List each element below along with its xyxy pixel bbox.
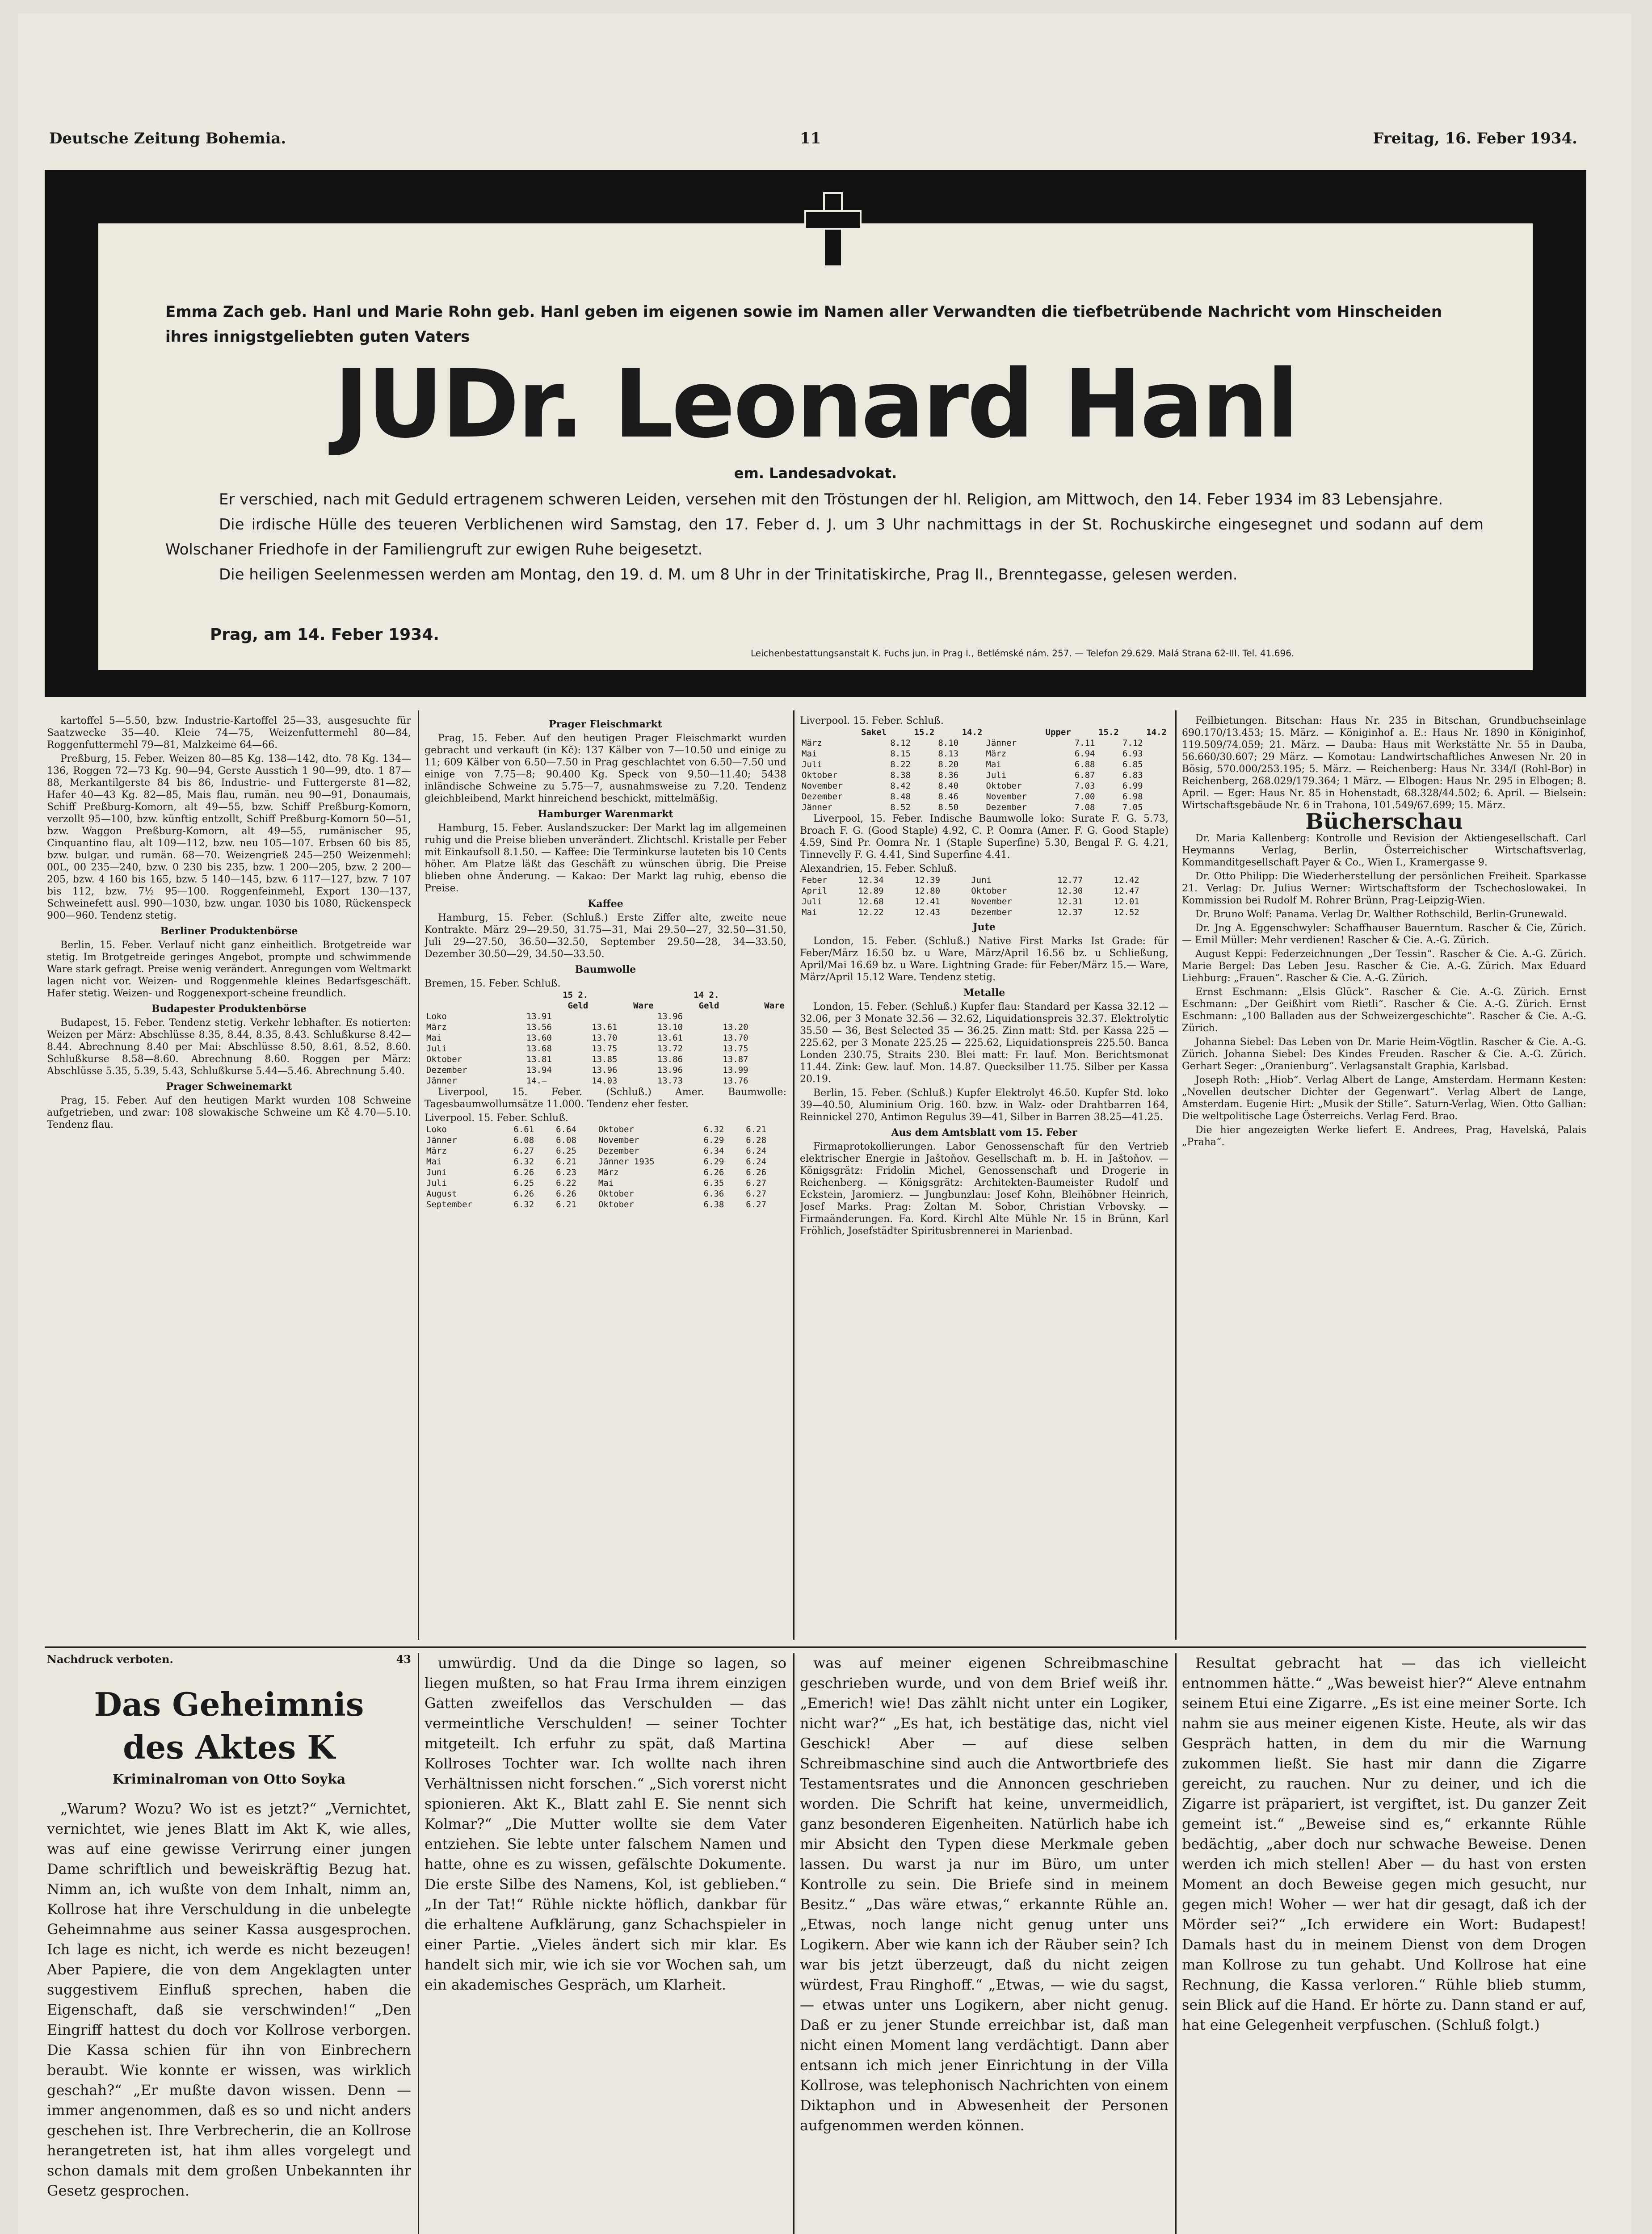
column-rule xyxy=(793,710,794,1640)
table-cell: 13.86 xyxy=(657,1054,683,1064)
table-cell: 6.29 xyxy=(703,1135,724,1145)
table-cell: 14.03 xyxy=(592,1076,618,1086)
table-cell: 8.46 xyxy=(938,792,959,802)
table-cell: 7.00 xyxy=(1074,792,1095,802)
table-cell: 13.96 xyxy=(657,1065,683,1075)
obituary-body xyxy=(98,223,1533,670)
table-cell: 13.99 xyxy=(723,1065,748,1075)
table-cell: 13.85 xyxy=(592,1054,618,1064)
table-cell: 12.52 xyxy=(1114,907,1139,917)
obituary-text xyxy=(165,487,1484,587)
column-rule xyxy=(418,1653,419,2234)
table-cell: 6.26 xyxy=(513,1189,534,1199)
table-cell: März xyxy=(598,1167,619,1177)
table-cell: 13.61 xyxy=(592,1022,618,1032)
table-row xyxy=(425,1135,786,1146)
table-row xyxy=(800,759,1169,770)
table-cell: 6.23 xyxy=(556,1167,576,1177)
table-cell: 13.94 xyxy=(526,1065,552,1075)
table-cell: 6.08 xyxy=(556,1135,576,1145)
table-cell: 6.26 xyxy=(746,1167,767,1177)
section-rule xyxy=(45,1646,1586,1648)
table-caption: Bremen, 15. Feber. Schluß. xyxy=(425,978,561,989)
table-cell: 13.75 xyxy=(592,1044,618,1054)
table-cell: 7.08 xyxy=(1074,802,1095,812)
table-cell: Oktober xyxy=(598,1200,634,1209)
table-cell: 13.72 xyxy=(657,1044,683,1054)
obituary-intro: Emma Zach geb. Hanl und Marie Rohn geb. Hanl geben im eigenen sowie im Namen aller Verwandten die tiefbetrübende Nachricht vom Hinscheiden ihres innigstgeliebten guten Vaters xyxy=(165,303,1442,346)
serial-text: was auf meiner eigenen Schreibmaschine geschrieben wurde, und von dem Brief weiß ihr. „Emerich! wie! Das zählt nicht unter ein Logiker, nicht war?“ „Es hat, ich bestätige das, nicht viel Geschick! Aber — auf diese selben Schreibmaschine sind auch die Antwortbriefe des Testamentsrates und die Annoncen geschrieben worden. Die Schrift hat keine, unvermeidlich, ganz besonderen Eigenheiten. Natürlich habe ich mir Absicht den Typen diese Merkmale geben lassen. Du warst ja nur im Büro, um unter Kontrolle zu sein. Die Briefe sind in meinem Besitz.“ „Das wäre etwas,“ erkannte Rühle an. „Etwas, noch lange nicht genug unter uns Logikern. Aber wie kann ich der Räuber sein? Ich war bis jetzt überzeugt, daß du nicht zeigen würdest, Frau Ringhoff.“ „Etwas, — wie du sagst, — etwas unter uns Logikern, aber nicht genug. Daß er zu jener Stunde erreichbar ist, daß man nicht einen Moment lang verdächtigt. Dann aber entsann ich mich jener Einrichtung in der Villa Kollrose, was telephonisch Nachrichten von einem Diktaphon und in Abwesenheit der Personen aufgenommen werden können. xyxy=(800,1655,1169,2134)
table-row xyxy=(425,1054,786,1065)
table-cell: 14.2 xyxy=(1146,727,1167,737)
table-cell: 6.98 xyxy=(1122,792,1143,802)
market-report: London, 15. Feber. (Schluß.) Native First Marks Ist Grade: für Feber/März 16.50 bz. u Ware, März/April 16.56 bz. u Schließung, April/Mai 16.69 bz. u Ware. Lightning Grade: für Feber/März 15.— Ware, März/April 15.12 Ware. Tendenz stetig. xyxy=(800,936,1169,983)
market-report: Preßburg, 15. Feber. Weizen 80—85 Kg. 138—142, dto. 78 Kg. 134—136, Roggen 72—73 Kg. 90—94, Gerste Ausstich 1 90—99, dto. 1 87—88, Merkantilgerste 84 bis 86, Industrie- und Futtergerste 81—82, Hafer 40—43 Kg. 82—85, Mais flau, rumän. neu 90—91, Donaumais, Schiff Preßburg-Komorn, alt 49—55, bzw. Schiff Preßburg-Komorn, verzollt 95—100, bzw. künftig entzollt, Schiff Preßburg-Komorn 50—51, bzw. Waggon Preßburg-Komorn, alt 49—55, rumänischer 95, Cinquantino flau, alt 109—112, bzw. neu 105—107. Erbsen 60 bis 85, bzw. bulgar. und rumän. 68—70. Weizengrieß 245—250 Weizenmehl: 00L, 00 235—240, bzw. 0 230 bis 235, bzw. 1 200—205, bzw. 2 200—205, bzw. 4 160 bis 165, bzw. 5 140—145, bzw. 6 117—127, bzw. 7 107 bis 112, bzw. 7½ 95—100. Roggenfeinmehl, Export 130—137, Schweinefett ausl. 990—1030, bzw. ungar. 1030 bis 1080, Rückenspeck 900—960. Tendenz stetig. xyxy=(47,753,411,921)
table-cell: 7.12 xyxy=(1122,738,1143,748)
table-cell: 13.10 xyxy=(657,1022,683,1032)
table-cell: 8.13 xyxy=(938,749,959,759)
table-cell: Dezember xyxy=(986,802,1027,812)
table-cell: November xyxy=(971,897,1012,907)
table-cell: Dezember xyxy=(802,792,843,802)
table-cell: 6.38 xyxy=(703,1200,724,1209)
table-cell: November xyxy=(802,781,843,791)
table-cell: 6.88 xyxy=(1074,760,1095,769)
table-cell: 6.87 xyxy=(1074,770,1095,780)
bremen-cotton-table xyxy=(425,990,786,1086)
book-entry: Joseph Roth: „Hiob“. Verlag Albert de Lange, Amsterdam. Hermann Kesten: „Novellen deutscher Dichter der Gegenwart“. Verlag Albert de Lange, Amsterdam. Eugenie Hirt: „Musik der Stille“. Saturn-Verlag, Wien. Otto Gallian: Die weltpolitische Lage Österreichs. Verlag Ferd. Brao. xyxy=(1182,1075,1586,1122)
table-cell: Dezember xyxy=(971,907,1012,917)
alexandria-cotton-table xyxy=(800,875,1169,918)
table-cell: 12.30 xyxy=(1057,886,1083,896)
table-cell: März xyxy=(986,749,1007,759)
table-cell: 13.70 xyxy=(723,1033,748,1043)
table-cell: 6.34 xyxy=(703,1146,724,1156)
table-cell: August xyxy=(426,1189,457,1199)
auction-notices: Feilbietungen. Bitschan: Haus Nr. 235 in Bitschan, Grundbuchseinlage 690.170/13.453; 15. März. — Königinhof a. E.: Haus Nr. 1890 in Königinhof, 119.509/74.059; 21. März. — Dauba: Haus mit Werkstätte Nr. 55 in Dauba, 56.660/30.607; 29 März. — Komotau: Landwirtschaftliches Anwesen Nr. 20 in Bösig, 570.000/253.195; 5. März. — Reichenberg: Haus Nr. 334/I (Rohl-Bor) in Reichenberg, 268.029/179.364; 1 März. — Elbogen: Haus Nr. 295 in Elbogen; 8. April. — Eger: Haus Nr. 85 in Hohenstadt, 68.328/44.502; 6. April. — Bielsein: Wirtschaftsgebäude Nr. 6 in Trahona, 101.549/67.699; 15. März. xyxy=(1182,715,1586,811)
market-report: Prag, 15. Feber. Auf den heutigen Prager Fleischmarkt wurden gebracht und verkauft (in Kč): 137 Kälber von 7—10.50 und einige zu 11; 609 Kälber von 6.50—7.50 in Prag geschlachtet von 6.50—7.50 und einige von 7.75—8; 90.400 Kg. Speck von 9.50—11.40; 5438 inländische Schweine zu 5.75—7, ausnahmsweise zu 7.20. Tendenz gleichbleibend, Markt hinreichend beschickt, mittelmäßig. xyxy=(425,733,786,804)
obituary-paragraph: Die heiligen Seelenmessen werden am Montag, den 19. d. M. um 8 Uhr in der Trinitatiskirche, Prag II., Brenntegasse, gelesen werden. xyxy=(219,566,1238,584)
table-cell: November xyxy=(598,1135,639,1145)
table-cell: 6.32 xyxy=(703,1125,724,1134)
table-cell: 8.38 xyxy=(890,770,911,780)
table-cell: 6.29 xyxy=(703,1157,724,1167)
market-report: Budapest, 15. Feber. Tendenz stetig. Verkehr lebhafter. Es notierten: Weizen per März: Abschlüsse 8.35, 8.44, 8.35, 8.43. Schlußkurse 8.42—8.44. Abrechnung 8.40 per Mai: Abschlüsse 8.50, 8.61, 8.52, 8.60. Schlußkurse 8.58—8.60. Abrechnung 8.60. Roggen per März: Abschlüsse 5.35, 5.39, 5.43, Schlußkurse 5.44—5.46. Abrechnung 5.40. xyxy=(47,1017,411,1077)
table-cell: 12.01 xyxy=(1114,897,1139,907)
market-report: Berlin, 15. Feber. (Schluß.) Kupfer Elektrolyt 46.50. Kupfer Std. loko 39—40.50, Aluminium Orig. 160. bzw. in Walz- oder Drahtbarren 164, Reinnickel 270, Antimon Regulus 39—41, Silber in Barren 38.25—41.25. xyxy=(800,1088,1169,1123)
serial-text: „Warum? Wozu? Wo ist es jetzt?“ „Vernichtet, vernichtet, wie jenes Blatt im Akt K, wie alles, was auf eine gewisse Verirrung einer jungen Dame schriftlich und beweiskräftig Bezug hat. Nimm an, ich wußte von dem Inhalt, nimm an, Kollrose hat ihre Verschuldung in die unbelegte Geheimnahme aus seiner Kassa ausgesprochen. Ich lage es nicht, ich werde es nicht bezeugen! Aber Papiere, die von dem Angeklagten unter suggestivem Einfluß sprechen, haben die Eigenschaft, daß sie verschwinden!“ „Den Eingriff hattest du doch vor Kollrose verborgen. Die Kassa schien für ihn von Einbrechern beraubt. Wie konnte er wissen, was wirklich geschah?“ „Er mußte davon wissen. Denn — immer angenommen, daß es so und nicht anders geschehen ist. Ihre Verbrecherin, die an Kollrose herangetreten ist, hat ihm alles vorgelegt und schon damals mit dem großen Unbekannten ihr Gesetz gesprochen. xyxy=(47,1800,411,2199)
table-cell: 6.25 xyxy=(556,1146,576,1156)
table-row xyxy=(800,727,1169,738)
table-cell: 12.80 xyxy=(914,886,941,896)
table-cell: 13.76 xyxy=(723,1076,748,1086)
table-cell: Juli xyxy=(802,897,822,907)
serial-text: umwürdig. Und da die Dinge so lagen, so liegen mußten, so hat Frau Irma ihrem einzigen Gatten zweifellos das Verschulden — das vermeintliche Verschulden! — seiner Tochter mitgeteilt. Ich erfuhr zu spät, daß Martina Kollroses Tochter war. Ich wollte nach ihren Verhältnissen nicht forschen.“ „Sich vorerst nicht spionieren. Akt K., Blatt zahl E. Sie nennt sich Kolmar?“ „Die Mutter wollte sie dem Vater entziehen. Sie lebte unter falschem Namen und hatte, ohne es zu wissen, gefälschte Dokumente. Die erste Silbe des Namens, Kol, ist geblieben.“ „In der Tat!“ Rühle nickte höflich, dankbar für die erhaltene Aufklärung, ganz Schachspieler in einer Partie. „Vieles ändert sich mir klar. Es handelt sich mir, wie ich sie vor Wochen sah, um ein akademisches Gespräch, um Klarheit. xyxy=(425,1655,786,1993)
section-heading: Prager Schweinemarkt xyxy=(166,1081,292,1092)
table-cell: Feber xyxy=(802,875,828,885)
paper-name: Deutsche Zeitung Bohemia. xyxy=(49,130,286,147)
section-heading: Berliner Produktenbörse xyxy=(160,925,298,937)
section-heading: Kaffee xyxy=(588,898,623,910)
table-cell: 13.81 xyxy=(526,1054,552,1064)
deceased-name: JUDr. Leonard Hanl xyxy=(334,349,1297,459)
table-cell: 6.27 xyxy=(746,1189,767,1199)
table-cell: 15.2 xyxy=(1098,727,1119,737)
market-report: London, 15. Feber. (Schluß.) Kupfer flau: Standard per Kassa 32.12 — 32.06, per 3 Monate 32.56 — 32.62, Liquidationspreis 32.37. Elektrolytic 35.50 — 36, Best Selected 35 — 36.25. Zinn matt: Std. per Kassa 225 — 225.62, per 3 Monate 225.25 — 225.62, Liquidationspreis 225.50. Banca Londen 230.75, Straits 230. Blei matt: Fr. lauf. Mon. Berichtsmonat 11.44. Zink: Gew. lauf. Mon. 14.87. Quecksilber 11.75. Silber per Kassa 20.19. xyxy=(800,1001,1169,1085)
table-cell xyxy=(721,1011,786,1022)
table-cell: 13.60 xyxy=(526,1033,552,1043)
table-cell: Mai xyxy=(426,1157,442,1167)
table-cell: 6.94 xyxy=(1074,749,1095,759)
book-review-heading: Bücherschau xyxy=(1305,809,1463,834)
table-cell: Oktober xyxy=(986,781,1022,791)
table-row xyxy=(800,907,1169,918)
table-row xyxy=(425,1022,786,1033)
table-cell: Oktober xyxy=(598,1189,634,1199)
section-heading: Jute xyxy=(973,921,996,933)
table-cell: Mai xyxy=(426,1033,442,1043)
table-cell: 13.87 xyxy=(723,1054,748,1064)
table-row xyxy=(800,896,1169,907)
masthead xyxy=(49,130,1577,165)
table-cell: 12.47 xyxy=(1114,886,1139,896)
table-cell: 6.35 xyxy=(703,1178,724,1188)
table-cell: Jänner xyxy=(802,802,832,812)
table-cell: Jänner xyxy=(986,738,1017,748)
table-cell: Geld xyxy=(698,1001,719,1011)
table-row xyxy=(800,748,1169,759)
newspaper-page xyxy=(18,13,1631,2234)
table-cell: 12.42 xyxy=(1114,875,1139,885)
table-cell: 6.85 xyxy=(1122,760,1143,769)
table-cell: 7.11 xyxy=(1074,738,1095,748)
table-row xyxy=(800,770,1169,781)
table-cell: 6.61 xyxy=(513,1125,534,1134)
table-cell: 13.96 xyxy=(657,1012,683,1021)
obituary-notice xyxy=(45,170,1586,697)
market-report: Hamburg, 15. Feber. (Schluß.) Erste Ziffer alte, zweite neue Kontrakte. März 29—29.50, 31.75—31, Mai 29.50—27, 32.50—31.50, Juli 29—27.50, 36.50—32.50, September 29.50—28, 34—33.50, Dezember 30.50—29, 34.50—33.50. xyxy=(425,912,786,960)
table-cell: Oktober xyxy=(426,1054,462,1064)
table-cell: 6.83 xyxy=(1122,770,1143,780)
serial-column-4 xyxy=(1182,1653,1586,2234)
table-cell: Mai xyxy=(802,907,817,917)
section-heading: Aus dem Amtsblatt vom 15. Feber xyxy=(891,1127,1077,1138)
table-cell: Oktober xyxy=(598,1125,634,1134)
section-heading: Budapester Produktenbörse xyxy=(151,1003,307,1015)
table-cell: 6.25 xyxy=(513,1178,534,1188)
table-cell xyxy=(590,1011,656,1022)
table-cell: 12.31 xyxy=(1057,897,1083,907)
table-cell: Juni xyxy=(426,1167,447,1177)
section-heading: Prager Fleischmarkt xyxy=(549,718,662,730)
table-cell: Ware xyxy=(764,1001,785,1011)
section-heading: Hamburger Warenmarkt xyxy=(538,808,673,820)
book-entry: Dr. Maria Kallenberg: Kontrolle und Revision der Aktiengesellschaft. Carl Heymanns Verlag, Berlin, Österreichischer Wirtschaftsverlag, Kommanditgesellschaft Payer & Co., Wien I., Kramergasse 9. xyxy=(1182,833,1586,868)
table-cell: 8.10 xyxy=(938,738,959,748)
book-entry: Dr. Bruno Wolf: Panama. Verlag Dr. Walther Rothschild, Berlin-Grunewald. xyxy=(1195,909,1567,920)
serial-title-line: des Aktes K xyxy=(123,1728,335,1766)
cross-icon xyxy=(804,192,858,264)
table-cell: 13.70 xyxy=(592,1033,618,1043)
table-cell: 12.41 xyxy=(914,897,941,907)
table-row xyxy=(425,1124,786,1135)
table-cell: 6.21 xyxy=(746,1125,767,1134)
table-caption: Liverpool. 15. Feber. Schluß. xyxy=(425,1113,568,1124)
table-cell: Loko xyxy=(426,1012,447,1021)
serial-column-2 xyxy=(425,1653,786,2234)
issue-date: Freitag, 16. Feber 1934. xyxy=(1373,130,1577,147)
column-rule xyxy=(1175,1653,1177,2234)
deceased-title: em. Landesadvokat. xyxy=(734,465,897,482)
serial-subtitle: Kriminalroman von Otto Soyka xyxy=(112,1772,346,1787)
table-row xyxy=(425,1199,786,1210)
table-cell: 6.27 xyxy=(746,1200,767,1209)
table-cell: Sakel xyxy=(861,727,887,737)
table-cell: 12.22 xyxy=(858,907,884,917)
serial-title xyxy=(47,1683,411,1769)
table-cell: 8.48 xyxy=(890,792,911,802)
notices-column xyxy=(1182,715,1586,1640)
table-row xyxy=(425,1011,786,1022)
table-cell: 8.50 xyxy=(938,802,959,812)
table-cell: November xyxy=(986,792,1027,802)
table-cell: Loko xyxy=(426,1125,447,1134)
table-cell: 13.73 xyxy=(657,1076,683,1086)
table-cell: 6.21 xyxy=(556,1200,576,1209)
market-report: Liverpool, 15. Feber. (Schluß.) Amer. Baumwolle: Tagesbaumwollumsätze 11.000. Tendenz eher fester. xyxy=(425,1087,786,1110)
table-cell: 6.28 xyxy=(746,1135,767,1145)
table-caption: Liverpool. 15. Feber. Schluß. xyxy=(800,715,944,726)
table-cell: 12.89 xyxy=(858,886,884,896)
obituary-place-date: Prag, am 14. Feber 1934. xyxy=(210,626,439,644)
table-cell: Juli xyxy=(802,760,822,769)
bookseller-note: Die hier angezeigten Werke liefert E. Andrees, Prag, Havelská, Palais „Praha“. xyxy=(1182,1125,1586,1148)
serial-column-3 xyxy=(800,1653,1169,2234)
table-cell: 6.26 xyxy=(513,1167,534,1177)
table-cell: 8.40 xyxy=(938,781,959,791)
table-cell: 8.12 xyxy=(890,738,911,748)
table-cell xyxy=(425,1000,525,1011)
table-cell: Juni xyxy=(971,875,992,885)
table-cell: Jänner 1935 xyxy=(598,1157,655,1167)
table-cell: April xyxy=(802,886,828,896)
table-cell: 8.22 xyxy=(890,760,911,769)
table-row xyxy=(800,791,1169,802)
table-cell: 13.91 xyxy=(526,1012,552,1021)
table-cell: 12.39 xyxy=(914,875,941,885)
column-rule xyxy=(1175,710,1177,1640)
table-row xyxy=(800,802,1169,813)
column-rule xyxy=(418,710,419,1640)
section-heading: Metalle xyxy=(963,987,1005,999)
market-column-2 xyxy=(425,715,786,1640)
book-entry: Dr. Otto Philipp: Die Wiederherstellung der persönlichen Freiheit. Sparkasse 21. Verlag: Dr. Julius Werner: Wirtschaftsform der Tschechoslowakei. In Kommission bei Rudolf M. Rohrer Brünn, Prag-Leipzig-Wien. xyxy=(1182,871,1586,906)
book-entry: August Keppi: Federzeichnungen „Der Tessin“. Rascher & Cie. A.-G. Zürich. Marie Bergel: Das Leben Jesu. Rascher & Cie. A.-G. Zürich. Max Eduard Liehburg: „Frauen“. Rascher & Cie. A.-G. Zürich. xyxy=(1182,949,1586,984)
table-cell: 12.43 xyxy=(914,907,941,917)
table-cell: 14.2 xyxy=(962,727,983,737)
table-cell: Mai xyxy=(802,749,817,759)
table-row xyxy=(800,781,1169,791)
table-cell: 6.26 xyxy=(703,1167,724,1177)
table-cell: Mai xyxy=(598,1178,614,1188)
installment-number: 43 xyxy=(396,1653,411,1666)
table-cell: 14 2. xyxy=(694,990,719,1000)
table-row xyxy=(800,875,1169,886)
table-cell: Dezember xyxy=(426,1065,467,1075)
table-row xyxy=(425,1188,786,1199)
table-row xyxy=(425,1043,786,1054)
table-cell: 6.08 xyxy=(513,1135,534,1145)
market-column-3 xyxy=(800,715,1169,1640)
table-cell: 6.26 xyxy=(556,1189,576,1199)
table-row xyxy=(800,886,1169,896)
table-row xyxy=(425,1000,786,1011)
serial-title-line: Das Geheimnis xyxy=(94,1685,364,1723)
table-row xyxy=(800,738,1169,748)
table-cell: 13.56 xyxy=(526,1022,552,1032)
table-cell: März xyxy=(426,1146,447,1156)
table-cell: Juli xyxy=(986,770,1007,780)
table-cell: 6.24 xyxy=(746,1157,767,1167)
liverpool-sakel-table xyxy=(800,727,1169,813)
book-entry: Dr. Jng A. Eggenschwyler: Schaffhauser Bauerntum. Rascher & Cie, Zürich. — Emil Müller: Mehr verdienen! Rascher & Cie. A.-G. Zürich. xyxy=(1182,923,1586,946)
section-heading: Baumwolle xyxy=(575,964,636,975)
table-row xyxy=(425,1075,786,1086)
obituary-paragraph: Er verschied, nach mit Geduld ertragenem schweren Leiden, versehen mit den Tröstungen der hl. Religion, am Mittwoch, den 14. Feber 1934 im 83 Lebensjahre. xyxy=(219,491,1443,508)
market-report: Hamburg, 15. Feber. Auslandszucker: Der Markt lag im allgemeinen ruhig und die Preise blieben unverändert. Zlichtschl. Kristalle per Feber mit Einkaufsoll 8.1.50. — Kaffee: Die Terminkurse lauteten bis 10 Cents höher. Am Platze läßt das Geschäft zu wünschen übrig. Die Preise blieben ohne Änderung. — Kakao: Der Markt lag ruhig, ebenso die Preise. xyxy=(425,823,786,894)
table-caption: Alexandrien, 15. Feber. Schluß. xyxy=(800,863,957,874)
table-cell: 7.05 xyxy=(1122,802,1143,812)
table-cell: 6.27 xyxy=(746,1178,767,1188)
market-report: kartoffel 5—5.50, bzw. Industrie-Kartoffel 25—33, ausgesuchte für Saatzwecke 35—40. Kleie 74—75, Weizenfuttermehl 80—84, Roggenfuttermehl 79—81, Malzkeime 64—66. xyxy=(47,715,411,751)
table-cell: 13.20 xyxy=(723,1022,748,1032)
table-cell: 12.34 xyxy=(858,875,884,885)
column-rule xyxy=(793,1653,794,2234)
table-cell: Jänner xyxy=(426,1076,457,1086)
table-cell: 6.36 xyxy=(703,1189,724,1199)
table-cell: 6.32 xyxy=(513,1200,534,1209)
serial-header xyxy=(47,1653,411,1665)
table-cell: Geld xyxy=(567,1001,588,1011)
serial-text: Resultat gebracht hat — das ich vielleicht entnommen hätte.“ „Was beweist hier?“ Aleve entnahm seinem Etui eine Zigarre. „Es ist eine meiner Sorte. Ich nahm sie aus meiner eigenen Kiste. Heute, als wir das Gespräch hatten, in dem du mir die Warnung zukommen ließt. Sie hast mir dann die Zigarre gereicht, zu rauchen. Nur zu deiner, und ich die Zigarre ist präpariert, ist vergiftet, ist. Du ganzer Zeit gemeint ist.“ „Beweise sind es,“ erkannte Rühle bedächtig, „aber doch nur schwache Beweise. Denen werden ich mich stellen! Aber — du hast von ersten Moment an doch Beweise gegen mich gesucht, nur gegen mich! Woher — wer hat dir gesagt, daß ich der Mörder sei?“ „Ich erwidere ein Wort: Budapest! Damals hast du in meinem Dienst von dem Drogen man Kollrose zu tun gehabt. Und Kollrose hat eine Rechnung, die Kassa verloren.“ Rühle blieb stumm, sein Blick auf die Hand. Er hörte zu. Dann stand er auf, hat eine Gelegenheit verpfuschen. (Schluß folgt.) xyxy=(1182,1655,1586,2033)
table-row xyxy=(425,1167,786,1178)
table-cell: 15 2. xyxy=(563,990,588,1000)
table-cell: 6.64 xyxy=(556,1125,576,1134)
table-row xyxy=(425,1065,786,1075)
table-cell: Juli xyxy=(426,1178,447,1188)
table-cell: Mai xyxy=(986,760,1001,769)
table-cell: Upper xyxy=(1045,727,1071,737)
market-report: Liverpool, 15. Feber. Indische Baumwolle loko: Surate F. G. 5.73, Broach F. G. (Good Staple) 4.92, C. P. Oomra (Amer. F. G. Good Staple) 4.59, Sind Pr. Oomra Nr. 1 (Staple Superfine) 5.30, Bengal F. G. 4.21, Tinnevelly F. G. 4.41, Sind Superfine 4.41. xyxy=(800,813,1169,861)
table-cell: 13.61 xyxy=(657,1033,683,1043)
table-cell: 6.27 xyxy=(513,1146,534,1156)
table-cell xyxy=(425,990,525,1000)
market-column-1 xyxy=(47,715,411,1640)
table-cell: 8.15 xyxy=(890,749,911,759)
table-cell: 14.— xyxy=(526,1076,547,1086)
table-row xyxy=(425,1146,786,1156)
book-entry: Ernst Eschmann: „Elsis Glück“. Rascher & Cie. A.-G. Zürich. Ernst Eschmann: „Der Geißhirt vom Rietli“. Rascher & Cie. A.-G. Zürich. Ernst Eschmann: „100 Balladen aus der Schweizergeschichte“. Rascher & Cie. A.-G. Zürich. xyxy=(1182,987,1586,1034)
market-report: Firmaprotokollierungen. Labor Genossenschaft für den Vertrieb elektrischer Energie in Jaštoňov. Gesellschaft m. b. H. in Jaštoňov. — Königsgrätz: Fridolin Michel, Genossenschaft und Drogerie in Reichenberg. — Königsgrätz: Architekten-Baumeister Rudolf und Eckstein, Jaromierz. — Jungbunzlau: Josef Kohn, Bleihöbner Heinrich, Josef Marks. Prag: Zoltan M. Sobor, Christian Vrbovsky. — Firmaänderungen. Fa. Kord. Kirchl Alte Mühle Nr. 15 in Brünn, Karl Fröhlich, Josefstädter Spiritusbrennerei in Marienbad. xyxy=(800,1141,1169,1237)
table-cell: Dezember xyxy=(598,1146,639,1156)
table-cell: 6.99 xyxy=(1122,781,1143,791)
table-row xyxy=(425,990,786,1000)
table-cell: 13.75 xyxy=(723,1044,748,1054)
table-row xyxy=(425,1033,786,1043)
table-row xyxy=(425,1156,786,1167)
table-cell: 6.22 xyxy=(556,1178,576,1188)
table-row xyxy=(425,1178,786,1188)
serial-column-1 xyxy=(47,1653,411,2234)
table-cell: 12.37 xyxy=(1057,907,1083,917)
table-cell: 12.68 xyxy=(858,897,884,907)
table-cell: 8.20 xyxy=(938,760,959,769)
table-cell: Oktober xyxy=(802,770,838,780)
table-cell: 13.96 xyxy=(592,1065,618,1075)
table-cell: September xyxy=(426,1200,472,1209)
table-cell: 12.77 xyxy=(1057,875,1083,885)
table-cell: Jänner xyxy=(426,1135,457,1145)
table-cell: Ware xyxy=(633,1001,654,1011)
table-cell: 8.42 xyxy=(890,781,911,791)
reprint-note: Nachdruck verboten. xyxy=(47,1653,173,1666)
table-cell xyxy=(590,990,656,1000)
table-cell: 6.32 xyxy=(513,1157,534,1167)
book-entry: Johanna Siebel: Das Leben von Dr. Marie Heim-Vögtlin. Rascher & Cie. A.-G. Zürich. Johanna Siebel: Des Kindes Freuden. Rascher & Cie. A.-G. Zürich. Gerhart Seger: „Oranienburg“. Verlagsanstalt Graphia, Karlsbad. xyxy=(1182,1037,1586,1072)
obituary-paragraph: Die irdische Hülle des teueren Verblichenen wird Samstag, den 17. Feber d. J. um 3 Uhr nachmittags in der St. Rochuskirche eingesegnet und sodann auf dem Wolschaner Friedhofe in der Familiengruft zur ewigen Ruhe beigesetzt. xyxy=(165,516,1484,558)
table-cell: 8.36 xyxy=(938,770,959,780)
table-cell: 15.2 xyxy=(914,727,935,737)
table-cell: 6.24 xyxy=(746,1146,767,1156)
table-cell: Juli xyxy=(426,1044,447,1054)
liverpool-cotton-table xyxy=(425,1124,786,1210)
table-cell: März xyxy=(802,738,822,748)
funeral-home-note: Leichenbestattungsanstalt K. Fuchs jun. in Prag I., Betlémské nám. 257. — Telefon 29.629. Malá Strana 62-III. Tel. 41.696. xyxy=(751,648,1295,659)
page-number: 11 xyxy=(800,130,821,147)
table-cell: 6.93 xyxy=(1122,749,1143,759)
market-report: Prag, 15. Feber. Auf den heutigen Markt wurden 108 Schweine aufgetrieben, und zwar: 108 slowakische Schweine um Kč 4.70—5.10. Tendenz flau. xyxy=(47,1095,411,1130)
table-cell: 7.03 xyxy=(1074,781,1095,791)
table-cell: 13.68 xyxy=(526,1044,552,1054)
table-cell: März xyxy=(426,1022,447,1032)
table-cell: 6.21 xyxy=(556,1157,576,1167)
market-report: Berlin, 15. Feber. Verlauf nicht ganz einheitlich. Brotgetreide war stetig. Im Brotgetreide geringes Angebot, prompte und schwimmende Ware stark gefragt. Preise wenig verändert. Anregungen vom Weltmarkt lagen nicht vor. Weizen- und Roggenmehle kleines Bedarfsgeschäft. Hafer stetig. Weizen- und Roggenexport-scheine freundlich. xyxy=(47,940,411,999)
table-cell: 8.52 xyxy=(890,802,911,812)
table-cell: Oktober xyxy=(971,886,1007,896)
